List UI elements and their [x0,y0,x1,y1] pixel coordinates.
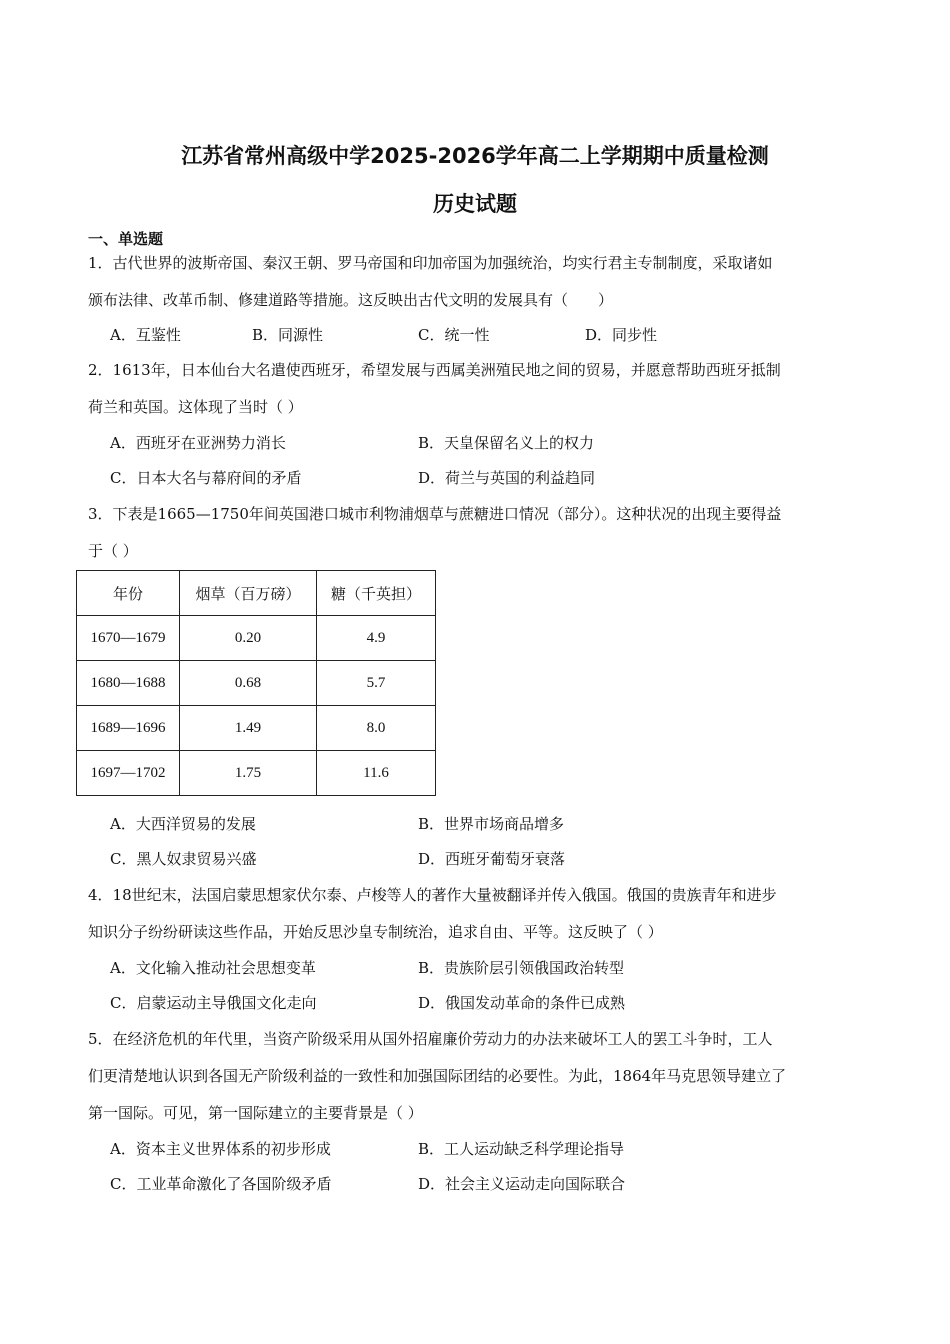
table-header-sugar: 糖（千英担） [317,571,436,616]
question-1-option-b[interactable]: B．同源性 [252,326,324,344]
table-cell: 0.20 [180,616,317,661]
question-4-option-a[interactable]: A．文化输入推动社会思想变革 [110,959,316,977]
table-header-row [77,571,436,616]
question-4-option-b[interactable]: B．贵族阶层引领俄国政治转型 [418,959,625,977]
question-5-option-b[interactable]: B．工人运动缺乏科学理论指导 [418,1140,625,1158]
question-2-option-c[interactable]: C．日本大名与幕府间的矛盾 [110,469,302,487]
table-cell: 1.75 [180,751,317,796]
question-5-line-3: 第一国际。可见，第一国际建立的主要背景是（ ） [88,1104,423,1122]
table-header-tobacco: 烟草（百万磅） [180,571,317,616]
question-1-option-c[interactable]: C．统一性 [418,326,490,344]
table-cell: 11.6 [317,751,436,796]
question-2-option-b[interactable]: B．天皇保留名义上的权力 [418,434,595,452]
question-3-option-d[interactable]: D．西班牙葡萄牙衰落 [418,850,566,868]
question-4-option-c[interactable]: C．启蒙运动主导俄国文化走向 [110,994,317,1012]
question-5-line-1: 5．在经济危机的年代里，当资产阶级采用从国外招雇廉价劳动力的办法来破坏工人的罢工斗争时，工人 [88,1030,773,1048]
table-row [77,751,436,796]
table-cell: 1697—1702 [77,751,180,796]
table-cell: 5.7 [317,661,436,706]
question-5-line-2: 们更清楚地认识到各国无产阶级利益的一致性和加强国际团结的必要性。为此，1864年马克思领导建立了 [88,1067,787,1085]
question-3-option-b[interactable]: B．世界市场商品增多 [418,815,565,833]
question-1-line-1: 1．古代世界的波斯帝国、秦汉王朝、罗马帝国和印加帝国为加强统治，均实行君主专制制度，采取诸如 [88,254,773,272]
table-row [77,616,436,661]
exam-title: 江苏省常州高级中学2025-2026学年高二上学期期中质量检测 [181,144,769,168]
question-4-line-1: 4．18世纪末，法国启蒙思想家伏尔泰、卢梭等人的著作大量被翻译并传入俄国。俄国的贵族青年和进步 [88,886,777,904]
section-heading: 一、单选题 [88,230,164,248]
table-cell: 1.49 [180,706,317,751]
table-cell: 1680—1688 [77,661,180,706]
question-4-option-d[interactable]: D．俄国发动革命的条件已成熟 [418,994,626,1012]
question-3-line-2: 于（ ） [88,542,138,560]
table-cell: 8.0 [317,706,436,751]
question-1-option-a[interactable]: A．互鉴性 [110,326,181,344]
question-5-option-c[interactable]: C．工业革命激化了各国阶级矛盾 [110,1175,332,1193]
question-1-line-2: 颁布法律、改革币制、修建道路等措施。这反映出古代文明的发展具有（ ） [88,291,614,309]
subject-title: 历史试题 [433,192,517,216]
question-3-line-1: 3．下表是1665—1750年间英国港口城市利物浦烟草与蔗糖进口情况（部分）。这种状况的出现主要得益 [88,505,782,523]
table-row [77,661,436,706]
question-3-option-a[interactable]: A．大西洋贸易的发展 [110,815,256,833]
table-cell: 1670—1679 [77,616,180,661]
table-row [77,706,436,751]
question-2-option-a[interactable]: A．西班牙在亚洲势力消长 [110,434,286,452]
question-3-option-c[interactable]: C．黑人奴隶贸易兴盛 [110,850,257,868]
question-1-option-d[interactable]: D．同步性 [585,326,658,344]
table-cell: 1689—1696 [77,706,180,751]
question-5-option-d[interactable]: D．社会主义运动走向国际联合 [418,1175,626,1193]
question-5-option-a[interactable]: A．资本主义世界体系的初步形成 [110,1140,331,1158]
question-2-line-2: 荷兰和英国。这体现了当时（ ） [88,398,303,416]
import-table [76,570,436,796]
question-4-line-2: 知识分子纷纷研读这些作品，开始反思沙皇专制统治，追求自由、平等。这反映了（ ） [88,923,663,941]
table-cell: 0.68 [180,661,317,706]
question-2-line-1: 2．1613年，日本仙台大名遣使西班牙，希望发展与西属美洲殖民地之间的贸易，并愿意帮助西班牙抵制 [88,361,781,379]
question-2-option-d[interactable]: D．荷兰与英国的利益趋同 [418,469,596,487]
table-header-year: 年份 [77,571,180,616]
table-cell: 4.9 [317,616,436,661]
